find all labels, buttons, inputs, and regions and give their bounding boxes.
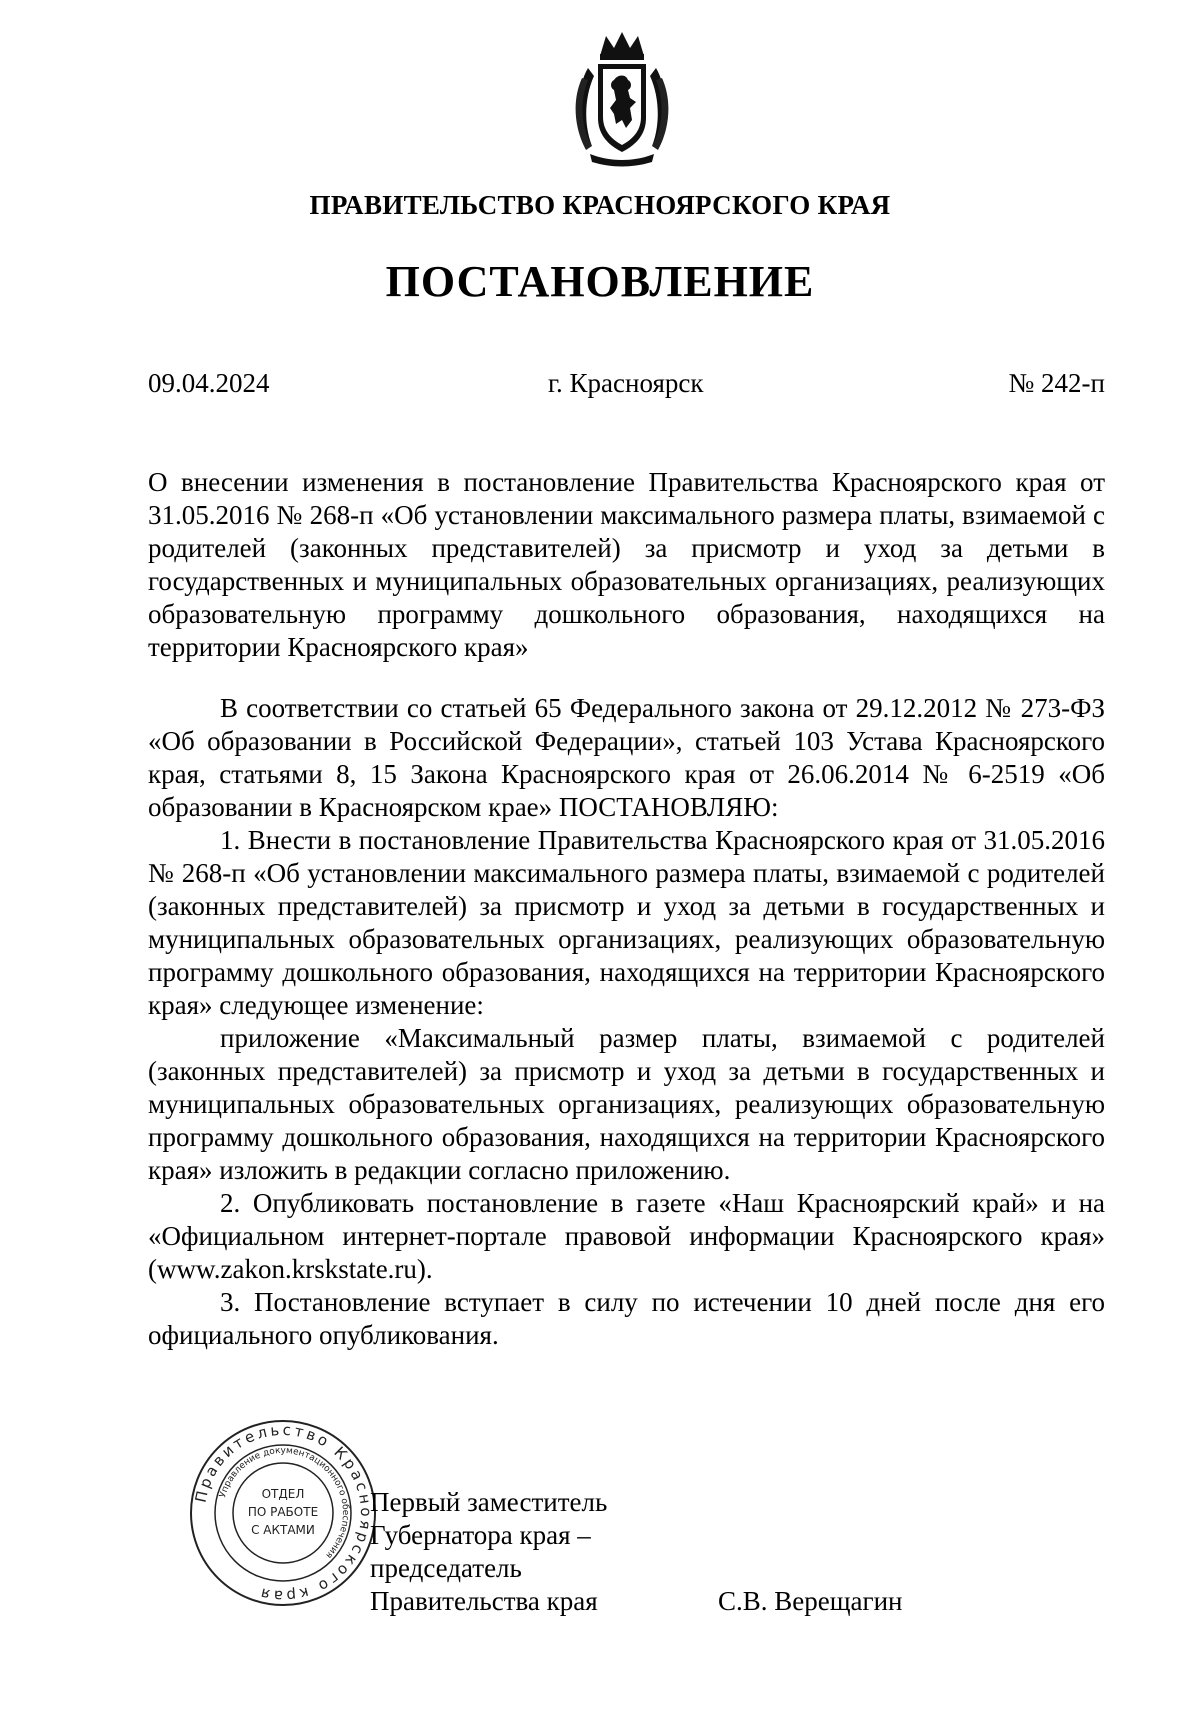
signatory-name: С.В. Верещагин bbox=[718, 1586, 903, 1616]
coat-of-arms-icon bbox=[570, 28, 674, 168]
signatory-position-line: Правительства края bbox=[370, 1586, 598, 1616]
signatory-position bbox=[370, 1486, 640, 1618]
organization-name: ПРАВИТЕЛЬСТВО КРАСНОЯРСКОГО КРАЯ bbox=[309, 190, 891, 220]
document-number: № 242-п bbox=[1008, 368, 1105, 398]
official-stamp bbox=[188, 1418, 378, 1608]
document-body bbox=[148, 692, 1105, 1352]
stamp-center-line-1: ОТДЕЛ bbox=[261, 1487, 305, 1501]
stamp-center-line-2: ПО РАБОТЕ bbox=[247, 1505, 319, 1519]
preamble-paragraph: В соответствии со статьей 65 Федерального закона от 29.12.2012 № 273-ФЗ «Об образовании в Российской Федерации», статьей 103 Устава Красноярского края, статьями 8, 15 Закона Красноярского края от 26.06.2014 № 6-2519 «Об образовании в Красноярском крае» ПОСТАНОВЛЯЮ: bbox=[148, 693, 1105, 822]
document-city: г. Красноярск bbox=[548, 368, 704, 398]
signatory-position-line: Первый заместитель bbox=[370, 1487, 608, 1517]
stamp-outer-text: Правительство Красноярского края bbox=[191, 1420, 376, 1606]
document-type: ПОСТАНОВЛЕНИЕ bbox=[385, 257, 815, 306]
signatory-position-line: Губернатора края – bbox=[370, 1520, 591, 1550]
stamp-inner-text: Управление документационного обеспечения bbox=[218, 1445, 351, 1560]
item-1-paragraph: 1. Внести в постановление Правительства Красноярского края от 31.05.2016 № 268-п «Об установлении максимального размера платы, взимаемой с родителей (законных представителей) за присмотр и уход за детьми в государственных и муниципальных образовательных организациях, реализующих образовательную программу дошкольного образования, находящихся на территории Красноярского края» следующее изменение: bbox=[148, 825, 1105, 1020]
document-date: 09.04.2024 bbox=[148, 368, 270, 398]
item-2-paragraph: 2. Опубликовать постановление в газете «Наш Красноярский край» и на «Официальном интернет-портале правовой информации Красноярского края» (www.zakon.krskstate.ru). bbox=[148, 1188, 1105, 1284]
item-3-paragraph: 3. Постановление вступает в силу по истечении 10 дней после дня его официального опубликования. bbox=[148, 1287, 1105, 1350]
item-1-detail-paragraph: приложение «Максимальный размер платы, взимаемой с родителей (законных представителей) за присмотр и уход за детьми в государственных и муниципальных образовательных организациях, реализующих образовательную программу дошкольного образования, находящихся на территории Красноярского края» изложить в редакции согласно приложению. bbox=[148, 1023, 1105, 1185]
signatory-position-line: председатель bbox=[370, 1553, 522, 1583]
document-title: О внесении изменения в постановление Правительства Красноярского края от 31.05.2016 № 268-п «Об установлении максимального размера платы, взимаемой с родителей (законных представителей) за присмотр и уход за детьми в государственных и муниципальных образовательных организациях, реализующих образовательную программу дошкольного образования, находящихся на территории Красноярского края» bbox=[148, 467, 1105, 662]
stamp-center-line-3: С АКТАМИ bbox=[251, 1523, 315, 1537]
